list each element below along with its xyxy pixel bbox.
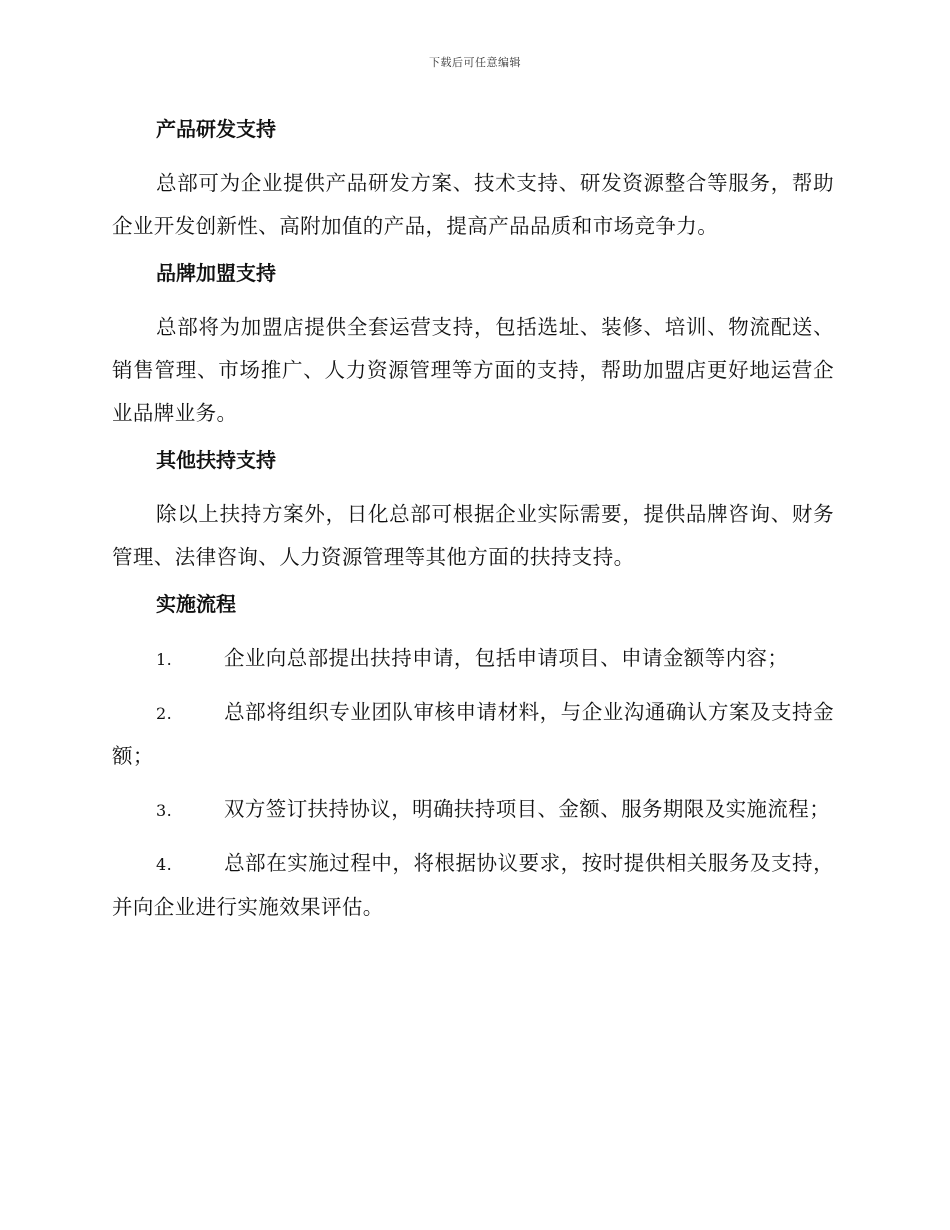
process-step xyxy=(112,691,834,778)
process-step-text: 双方签订扶持协议，明确扶持项目、金额、服务期限及实施流程； xyxy=(224,797,831,821)
process-step xyxy=(112,788,834,832)
section-paragraph-brand-franchise: 总部将为加盟店提供全套运营支持，包括选址、装修、培训、物流配送、销售管理、市场推广、人力资源管理等方面的支持，帮助加盟店更好地运营企业品牌业务。 xyxy=(112,315,834,425)
section-heading-brand-franchise: 品牌加盟支持 xyxy=(156,261,276,285)
process-step-number: 4. xyxy=(156,855,173,874)
page-header-note: 下载后可任意编辑 xyxy=(429,56,521,69)
process-step-number: 3. xyxy=(156,801,173,820)
section-paragraph-product-rd: 总部可为企业提供产品研发方案、技术支持、研发资源整合等服务，帮助企业开发创新性、高附加值的产品，提高产品品质和市场竞争力。 xyxy=(112,171,834,238)
process-step-text: 总部将组织专业团队审核申请材料，与企业沟通确认方案及支持金额； xyxy=(112,700,834,768)
process-step-number: 2. xyxy=(156,704,173,723)
process-step-number: 1. xyxy=(156,650,173,669)
process-step xyxy=(112,842,834,929)
section-heading-other-support: 其他扶持支持 xyxy=(156,448,276,472)
section-heading-product-rd: 产品研发支持 xyxy=(156,117,276,141)
process-step-text: 总部在实施过程中，将根据协议要求，按时提供相关服务及支持，并向企业进行实施效果评估。 xyxy=(112,851,834,919)
process-step xyxy=(112,637,834,681)
document-body xyxy=(112,108,834,939)
section-heading-process: 实施流程 xyxy=(156,592,236,616)
process-step-text: 企业向总部提出扶持申请，包括申请项目、申请金额等内容； xyxy=(224,646,789,670)
section-paragraph-other-support: 除以上扶持方案外，日化总部可根据企业实际需要，提供品牌咨询、财务管理、法律咨询、人力资源管理等其他方面的扶持支持。 xyxy=(112,502,834,569)
